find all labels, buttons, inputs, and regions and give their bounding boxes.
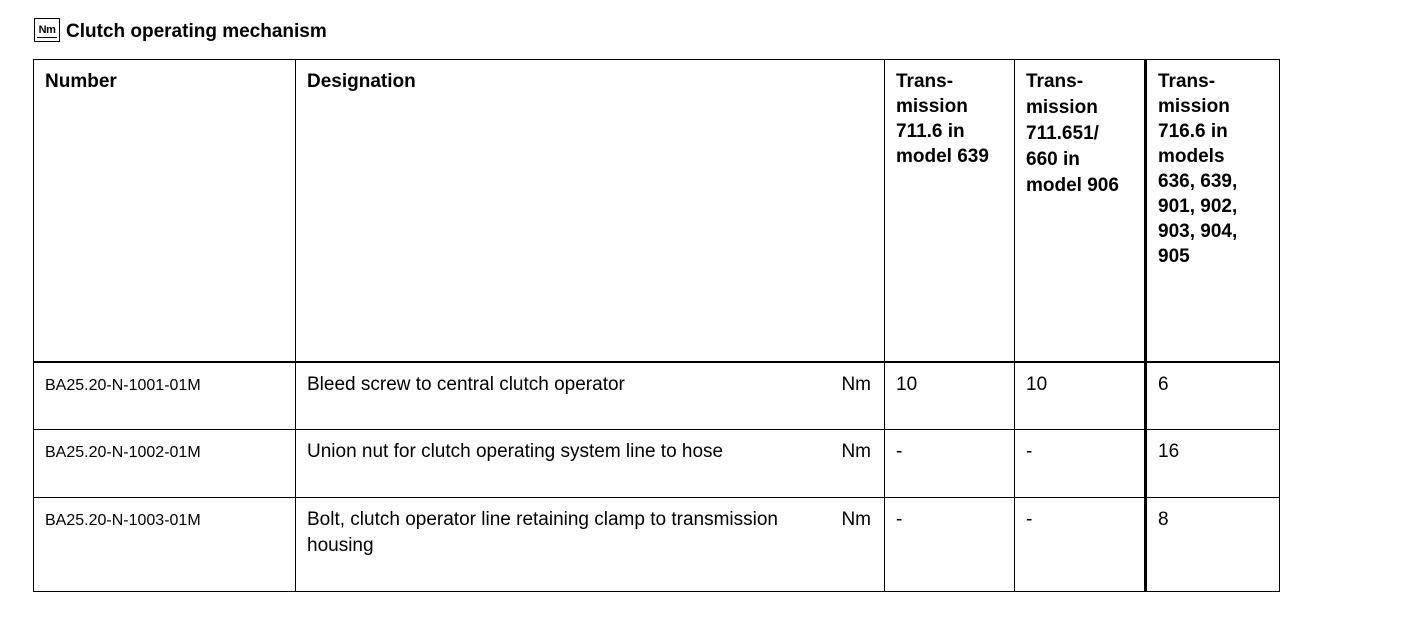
row-value-col2: - — [1015, 430, 1146, 498]
row-unit: Nm — [841, 441, 871, 462]
row-unit: Nm — [841, 509, 871, 530]
row-number: BA25.20-N-1003-01M — [34, 498, 296, 592]
row-designation — [296, 430, 885, 498]
row-value-col1: - — [885, 498, 1015, 592]
row-value-col3: 8 — [1146, 498, 1280, 592]
header-transmission-711-6 — [885, 60, 1015, 362]
table-row — [34, 498, 1280, 592]
row-value-col3: 6 — [1146, 362, 1280, 430]
header-transmission-716-6-text: Trans- mission 716.6 in models 636, 639, 901, 902, 903, 904, 905 — [1158, 71, 1238, 267]
section-title-text: Clutch operating mechanism — [66, 21, 327, 42]
header-designation: Designation — [296, 60, 885, 362]
row-value-col1: 10 — [885, 362, 1015, 430]
table-row — [34, 430, 1280, 498]
header-transmission-711-6-text: Trans- mission 711.6 in model 639 — [896, 71, 989, 167]
header-transmission-711-651-text: Trans- mission 711.651/ 660 in model 906 — [1026, 71, 1119, 196]
row-value-col2: - — [1015, 498, 1146, 592]
row-number: BA25.20-N-1001-01M — [34, 362, 296, 430]
table-row — [34, 362, 1280, 430]
row-value-col3: 16 — [1146, 430, 1280, 498]
torque-nm-icon: Nm — [34, 18, 60, 42]
row-value-col1: - — [885, 430, 1015, 498]
header-transmission-716-6 — [1146, 60, 1280, 362]
row-designation-text: Union nut for clutch operating system line to hose — [307, 441, 724, 462]
row-number: BA25.20-N-1002-01M — [34, 430, 296, 498]
row-designation — [296, 362, 885, 430]
header-transmission-711-651 — [1015, 60, 1146, 362]
section-title — [34, 12, 327, 42]
row-value-col2: 10 — [1015, 362, 1146, 430]
header-number: Number — [34, 60, 296, 362]
row-designation — [296, 498, 885, 592]
row-designation-text: Bleed screw to central clutch operator — [307, 373, 625, 395]
row-designation-text: Bolt, clutch operator line retaining clamp to transmission housing — [307, 509, 779, 556]
torque-spec-table — [33, 59, 1280, 592]
table-header-row — [34, 60, 1280, 362]
row-unit: Nm — [841, 373, 871, 395]
